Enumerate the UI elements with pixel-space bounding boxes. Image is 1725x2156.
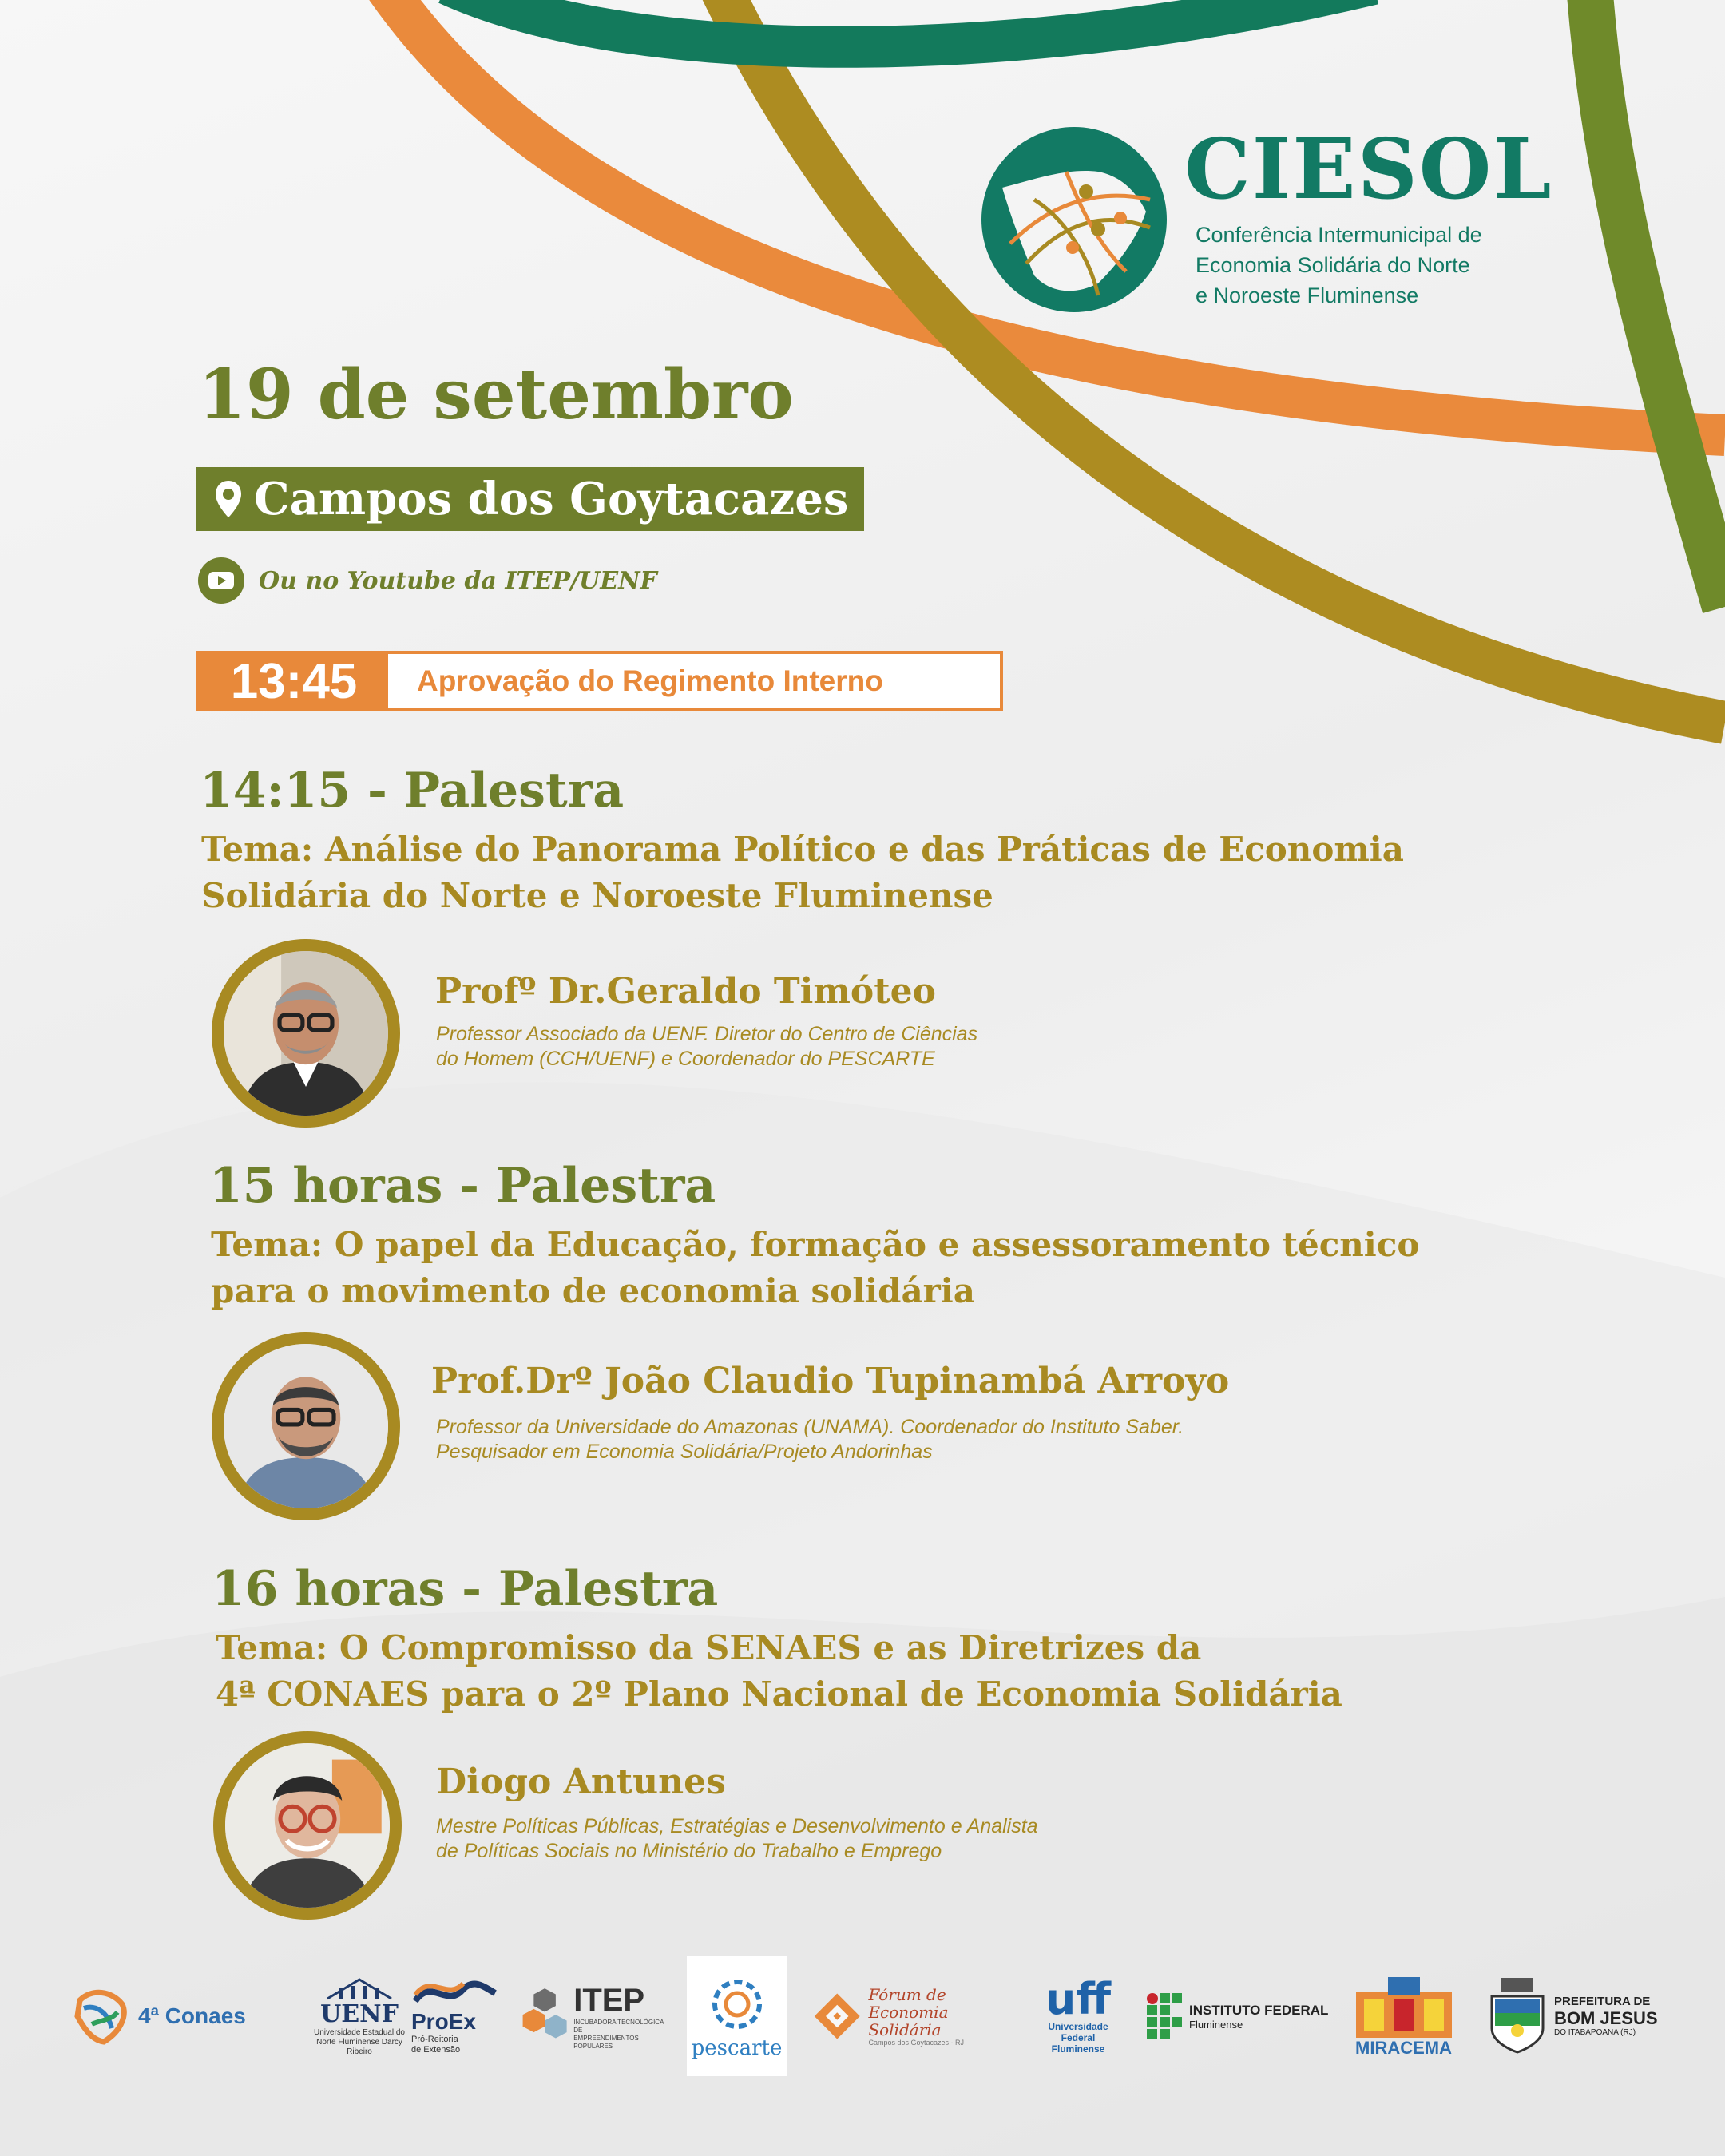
person-icon <box>224 1344 388 1508</box>
ciesol-subtitle-line: e Noroeste Fluminense <box>1196 283 1419 307</box>
youtube-note-text: Ou no Youtube da ITEP/UENF <box>259 566 657 595</box>
session-theme-line: Tema: Análise do Panorama Político e das Práticas de Economia <box>201 830 1404 869</box>
location-text: Campos dos Goytacazes <box>254 473 849 525</box>
speaker-photo <box>213 1731 402 1920</box>
bom-jesus-line: DO ITABAPOANA (RJ) <box>1554 2028 1636 2037</box>
uff-subtitle-line: Universidade <box>1048 2021 1108 2032</box>
city-crest-icon <box>1485 1976 1549 2056</box>
ciesol-logo <box>978 120 1697 315</box>
speaker-description <box>436 1415 1315 1464</box>
forum-subtitle: Campos dos Goytacazes - RJ <box>868 2039 964 2047</box>
session-theme-line: Tema: O papel da Educação, formação e assessoramento técnico <box>211 1225 1420 1264</box>
speaker-description-line: de Políticas Sociais no Ministério do Trabalho e Emprego <box>436 1840 942 1862</box>
if-subtitle: Fluminense <box>1189 2018 1243 2031</box>
itep-subtitle <box>573 2019 671 2051</box>
session-theme <box>201 826 1559 919</box>
bom-jesus-line: BOM JESUS <box>1554 2008 1658 2028</box>
agenda-time: 13:45 <box>200 654 388 708</box>
hexagons-icon <box>519 1984 570 2048</box>
speaker-description <box>436 1814 1155 1864</box>
agenda-title: Aprovação do Regimento Interno <box>417 664 883 697</box>
location-banner <box>196 467 864 531</box>
session-theme-line: 4ª CONAES para o 2º Plano Nacional de Economia Solidária <box>216 1674 1342 1714</box>
uff-text: uff <box>1045 1974 1112 2024</box>
forum-logo <box>811 1956 1018 2076</box>
uenf-subtitle-line: Universidade Estadual do <box>314 2027 405 2037</box>
conaes-text: 4ª Conaes <box>138 2003 246 2028</box>
proex-logo <box>411 1956 507 2076</box>
bom-jesus-line: PREFEITURA DE <box>1554 1995 1651 2008</box>
if-text-block <box>1189 2003 1328 2031</box>
instituto-federal-logo <box>1146 1956 1338 2076</box>
location-pin-icon <box>214 479 243 519</box>
pescarte-circle-icon <box>705 1972 769 2036</box>
miracema-crest-icon <box>1352 1976 1456 2039</box>
agenda-item-opening <box>196 651 1003 711</box>
miracema-logo <box>1346 1956 1461 2076</box>
itep-text-block <box>573 1983 671 2051</box>
if-squares-icon <box>1146 1992 1183 2040</box>
session-theme <box>211 1222 1568 1314</box>
pescarte-logo <box>687 1956 787 2076</box>
proex-subtitle-line: de Extensão <box>411 2045 461 2055</box>
uenf-columns-icon <box>323 1976 395 2000</box>
bom-jesus-text-block <box>1554 1995 1658 2038</box>
session-theme-line: para o movimento de economia solidária <box>211 1271 975 1310</box>
conaes-logo <box>68 1956 264 2076</box>
uff-logo <box>1026 1956 1130 2076</box>
pescarte-text: pescarte <box>691 2036 783 2060</box>
ciesol-subtitle-line: Conferência Intermunicipal de <box>1196 223 1482 247</box>
forum-text-block <box>868 1986 1018 2047</box>
itep-text: ITEP <box>573 1982 645 2018</box>
proex-text: ProEx <box>411 2009 476 2034</box>
itep-logo <box>519 1956 671 2076</box>
youtube-icon <box>198 557 244 604</box>
ciesol-subtitle-line: Economia Solidária do Norte <box>1196 253 1470 277</box>
uff-subtitle <box>1048 2021 1108 2055</box>
youtube-note[interactable] <box>198 557 657 604</box>
globe-logo-icon <box>978 124 1170 315</box>
miracema-text: MIRACEMA <box>1355 2038 1452 2058</box>
speaker-name: Diogo Antunes <box>436 1762 726 1802</box>
itep-subtitle-line: EMPREENDIMENTOS POPULARES <box>573 2034 639 2050</box>
ciesol-subtitle <box>1196 220 1675 311</box>
ciesol-title: CIESOL <box>1184 120 1553 218</box>
speaker-photo <box>212 1332 400 1520</box>
sponsor-logos <box>64 1956 1661 2076</box>
forum-title-line: Economia Solidária <box>868 2003 949 2039</box>
speaker-description-line: Professor da Universidade do Amazonas (UNAMA). Coordenador do Instituto Saber. <box>436 1416 1184 1438</box>
forum-title-line: Fórum de <box>868 1985 946 2004</box>
uenf-subtitle-line: Norte Fluminense Darcy Ribeiro <box>316 2037 402 2056</box>
session-theme-line: Tema: O Compromisso da SENAES e as Diretrizes da <box>216 1628 1202 1667</box>
uenf-logo <box>303 1956 415 2076</box>
speaker-description-line: do Homem (CCH/UENF) e Coordenador do PESCARTE <box>436 1048 935 1070</box>
session-heading: 16 horas - Palestra <box>212 1561 719 1617</box>
uenf-text: UENF <box>320 1999 399 2028</box>
brazil-map-icon <box>68 1984 132 2048</box>
forum-spiral-icon <box>811 1988 863 2044</box>
bom-jesus-logo <box>1485 1956 1661 2076</box>
event-date: 19 de setembro <box>198 355 794 435</box>
session-theme-line: Solidária do Norte e Noroeste Fluminense <box>201 876 993 915</box>
speaker-name: Profº Dr.Geraldo Timóteo <box>435 971 936 1012</box>
speaker-description-line: Mestre Políticas Públicas, Estratégias e Desenvolvimento e Analista <box>436 1815 1038 1837</box>
person-icon <box>225 1743 390 1908</box>
itep-subtitle-line: INCUBADORA TECNOLÓGICA DE <box>573 2018 664 2034</box>
uff-subtitle-line: Federal <box>1061 2032 1096 2043</box>
session-theme <box>216 1625 1573 1718</box>
proex-subtitle <box>411 2035 460 2055</box>
if-title: INSTITUTO FEDERAL <box>1189 2002 1329 2018</box>
person-icon <box>224 951 388 1116</box>
speaker-name: Prof.Drº João Claudio Tupinambá Arroyo <box>431 1361 1230 1401</box>
proex-wave-icon <box>411 1977 499 2009</box>
forum-title <box>868 1986 1018 2039</box>
proex-subtitle-line: Pró-Reitoria <box>411 2035 458 2044</box>
speaker-description-line: Pesquisador em Economia Solidária/Projeto Andorinhas <box>436 1441 933 1463</box>
session-heading: 14:15 - Palestra <box>200 763 625 818</box>
uenf-subtitle <box>303 2028 415 2057</box>
speaker-description <box>436 1022 1155 1072</box>
uff-subtitle-line: Fluminense <box>1051 2043 1105 2055</box>
speaker-photo <box>212 939 400 1128</box>
speaker-description-line: Professor Associado da UENF. Diretor do Centro de Ciências <box>436 1023 978 1045</box>
session-heading: 15 horas - Palestra <box>209 1158 716 1214</box>
